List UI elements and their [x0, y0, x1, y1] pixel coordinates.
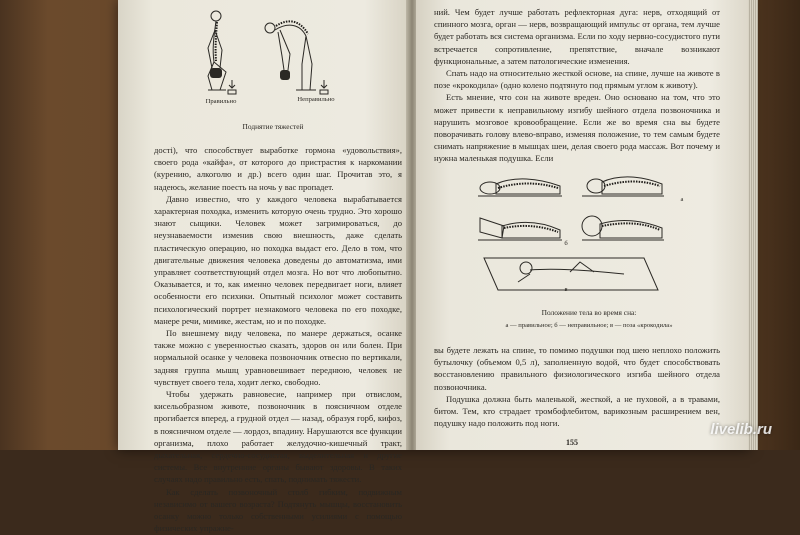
left-page-text: [154, 144, 402, 535]
figure-label-a: а: [680, 196, 684, 203]
right-page: [416, 0, 750, 450]
page-edges: [748, 0, 758, 450]
paragraph: Как сделать позвоночный столб гибким, подвижным независимо от вашего возраста? Подтянуть мышцы, восстановить осанку можно только собственными усилиями с помощью физических упражне-: [154, 486, 402, 534]
correct-posture-figure: [208, 11, 236, 94]
paragraph: Подушка должна быть маленькой, жесткой, а не пуховой, а в травами, битом. Тем, кто страдает тромбофлебитом, варикозным расширением вен, подушку надо положить под ноги.: [434, 393, 720, 429]
figure-label-c: в: [564, 286, 568, 293]
sleep-position-c-crocodile: [484, 258, 658, 290]
page-number: 155: [566, 438, 578, 447]
right-page-text-bottom: [434, 344, 720, 429]
paragraph: ний. Чем будет лучше работать рефлекторная дуга: нерв, отходящий от спинного мозга, орган — нерв, возвращающий импульс от органа, тем лучше будет работать вся система организма. Если по ходу нервно-сосудистого пути встречается сопротивление, препятствие, вначале возникают функциональные, а затем патологические изменения.: [434, 7, 720, 66]
label-incorrect: Неправильно: [297, 96, 335, 103]
paragraph: достi), что способствует выработке гормона «удовольствия», своего рода «кайфа», от которого до пристрастия к наркомании (курению, алкоголю и др.) всего один шаг. Прочитав это, я надеюсь, желание поесть на ночь у вас пропадет.: [154, 145, 402, 192]
figure-caption-title: Положение тела во время сна:: [541, 308, 637, 317]
paragraph: Спать надо на относительно жесткой основе, на спине, лучше на животе в позе «крокодила» (одно колено подтянуто под прямым углом к животу).: [434, 68, 720, 91]
right-page-text-top: [434, 6, 720, 165]
label-correct: Правильно: [205, 98, 237, 105]
figure-label-b: б: [564, 240, 568, 247]
lifting-figure: [190, 6, 340, 110]
paragraph: Есть мнение, что сон на животе вреден. Оно основано на том, что это может привести к неправильному изгибу шейного отдела позвоночника и нарушить мозговое кровообращение. Если же во время сна вы будете поворачивать голову влево-вправо, изменяя положение, то тем самым будете снимать напряжение в мышцах шеи, делая своего рода массаж. Вот почему и нужна маленькая подушка. Если: [434, 92, 720, 164]
incorrect-posture-figure: [265, 21, 328, 94]
figure-caption-legend: а — правильное; б — неправильное; в — поза «крокодила»: [505, 322, 673, 329]
sleep-position-b-incorrect: [478, 216, 664, 240]
paragraph: По внешнему виду человека, по манере держаться, осанке также можно с уверенностью сказать, здоров он или болен. При нормальной осанке у человека позвоночник отвесно по вертикали, задняя группа мышц уравновешивает переднюю, человек не чувствует своего тела, ходит легко, свободно.: [154, 328, 402, 387]
paragraph: вы будете лежать на спине, то помимо подушки под шею неплохо положить бутылочку (объемом 0,5 л), заполненную водой, что будет способствовать восстановлению правильного физиологического изгиба шейного отдела позвоночника.: [434, 345, 720, 392]
left-page: [118, 0, 408, 534]
paragraph: Давно известно, что у каждого человека вырабатывается характерная походка, изменить которую очень трудно. Это хорошо знают сыщики. Человек может загримироваться, до неузнаваемости изменив свою внешность, даже сделать пластическую операцию, но походка выдаст его. Дело в том, что двигательные движения человека доведены до автоматизма, ими управляет соответствующий отдел мозга. Но вот что любопытно. Оказывается, и то, как именно человек передвигает ноги, влияет особенности его психики. Опытный психолог может составить психологический портрет незнакомого человека по его походке, манере речи, мимике, жестам, но и по походке.: [154, 193, 402, 326]
open-book: [118, 0, 750, 534]
watermark-logo: livelib.ru: [710, 421, 772, 438]
sleeping-positions-figure: [474, 160, 674, 300]
paragraph: Чтобы удержать равновесие, например при отвислом, кисельобразном животе, позвоночник в поясничном отделе прогибается вперед, а грудной отдел — назад, образуя горб, кифоз, в поясничном отделе — лордоз, впадину. Нарушаются все функции организма, плохо работает желудочно-кишечный тракт, дыхательная, сердечно-сосудистая, выделительная и другие системы. Все внутренние органы бывают здоровы. В таких случаях надо правильно есть, спать, поднимать тяжести.: [154, 389, 402, 485]
sleep-position-a-correct: [478, 177, 664, 196]
figure-caption-lifting: Поднятие тяжестей: [242, 122, 304, 131]
